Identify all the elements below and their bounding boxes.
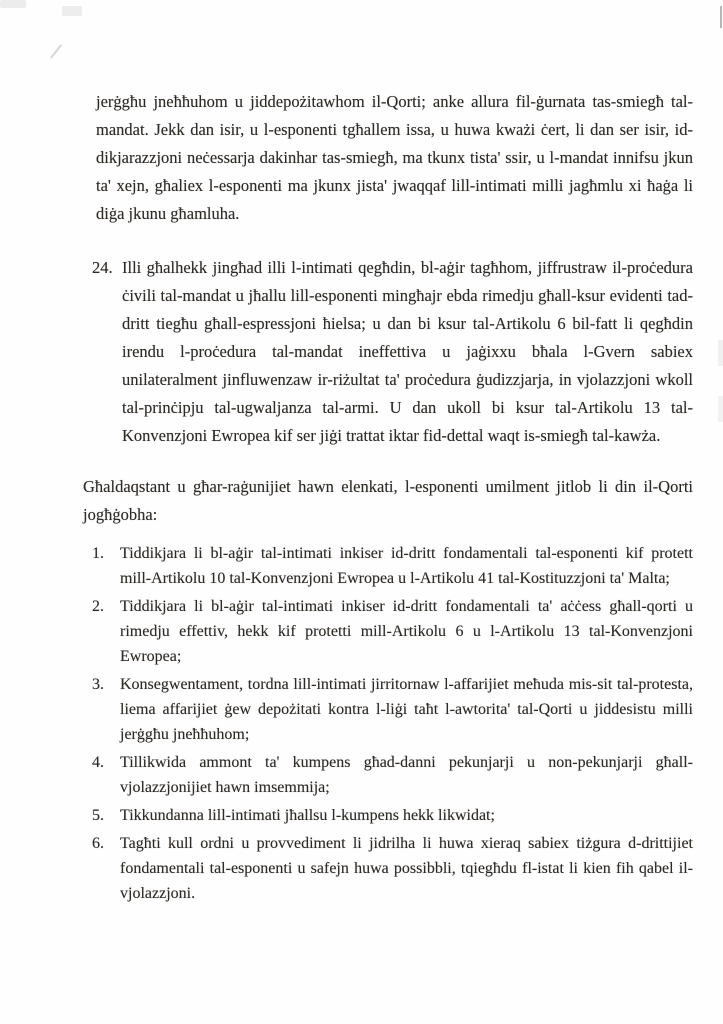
request-item-3 <box>83 672 693 747</box>
scan-artifact-top-left <box>0 0 26 8</box>
request-text: Tiddikjara li bl-aġir tal-intimati inkiser id-dritt fondamentali ta' aċċess għall-qorti u rimedju effettiv, hekk kif protetti mill-Artikolu 6 u l-Artikolu 13 tal-Konvenzjoni Ewropea; <box>120 598 693 665</box>
paragraph-number: 24. <box>92 258 113 277</box>
request-text: Tagħti kull ordni u provvediment li jidrilha li huwa xieraq sabiex tiżgura d-drittijiet fondamentali tal-esponenti u safejn huwa possibbli, tqiegħdu fl-istat li kien fih qabel il-vjolazzjoni. <box>120 835 693 902</box>
request-text: Tikkundanna lill-intimati jħallsu l-kumpens hekk likwidat; <box>120 807 495 824</box>
scan-artifact-top-left-2 <box>62 6 82 16</box>
paragraph-continuation: jerġgħu jneħħuhom u jiddepożitawhom il-Qorti; anke allura fil-ġurnata tas-smiegħ tal-mandat. Jekk dan isir, u l-esponenti tgħallem issa, u huwa kważi ċert, li dan ser isir, id-dikjarazzjoni neċessarja dakinhar tas-smiegħ, ma tkunx tista' ssir, u l-mandat innifsu jkun ta' xejn, għaliex l-esponenti ma jkunx jista' jwaqqaf lill-intimati milli jagħmlu xi ħaġa li diġa jkunu għamluha. <box>96 92 693 223</box>
document-body <box>83 88 693 909</box>
request-item-6 <box>83 831 693 906</box>
numbered-paragraph-24 <box>83 254 693 450</box>
scan-artifact-right-edge-2 <box>718 396 723 422</box>
scan-artifact-right-edge <box>718 340 723 366</box>
prayer-intro-paragraph: Għaldaqstant u għar-raġunijiet hawn elenkati, l-esponenti umilment jitlob li din il-Qorti jogħġobha: <box>83 477 693 524</box>
request-number: 6. <box>92 835 104 852</box>
scan-artifact-pencil-mark <box>50 44 62 59</box>
request-number: 4. <box>92 754 104 771</box>
request-item-2 <box>83 594 693 669</box>
request-number: 2. <box>92 598 104 615</box>
request-item-5 <box>83 803 693 828</box>
request-number: 3. <box>92 676 104 693</box>
request-number: 5. <box>92 807 104 824</box>
paragraph-text: Illi għalhekk jingħad illi l-intimati qegħdin, bl-aġir tagħhom, jiffrustraw il-proċedura ċivili tal-mandat u jħallu lill-esponenti mingħajr ebda rimedju għall-ksur evidenti tad-dritt tiegħu għall-espressjoni ħielsa; u dan bi ksur tal-Artikolu 6 bil-fatt li qegħdin irendu l-proċedura tal-mandat ineffettiva u jaġixxu bħala l-Gvern sabiex unilateralment jinfluwenzaw ir-riżultat ta' proċedura ġudizzjarja, in vjolazzjoni wkoll tal-prinċipju tal-ugwaljanza tal-armi. U dan ukoll bi ksur tal-Artikolu 13 tal-Konvenzjoni Ewropea kif ser jiġi trattat iktar fid-dettal waqt is-smiegħ tal-kawża. <box>122 258 693 445</box>
request-number: 1. <box>92 545 104 562</box>
request-item-1 <box>83 541 693 591</box>
scan-artifact-corner-line <box>720 6 722 28</box>
request-item-4 <box>83 750 693 800</box>
request-text: Tillikwida ammont ta' kumpens għad-danni pekunjarji u non-pekunjarji għall-vjolazzjonijiet hawn imsemmija; <box>120 754 693 796</box>
request-text: Tiddikjara li bl-aġir tal-intimati inkiser id-dritt fondamentali tal-esponenti kif protett mill-Artikolu 10 tal-Konvenzjoni Ewropea u l-Artikolu 41 tal-Kostituzzjoni ta' Malta; <box>120 545 693 587</box>
requests-list <box>83 541 693 906</box>
request-text: Konsegwentament, tordna lill-intimati jirritornaw l-affarijiet meħuda mis-sit tal-protesta, liema affarijiet ġew depożitati kontra l-liġi taħt l-awtorita' tal-Qorti u jiddesistu milli jerġgħu jneħħuhom; <box>120 676 693 743</box>
